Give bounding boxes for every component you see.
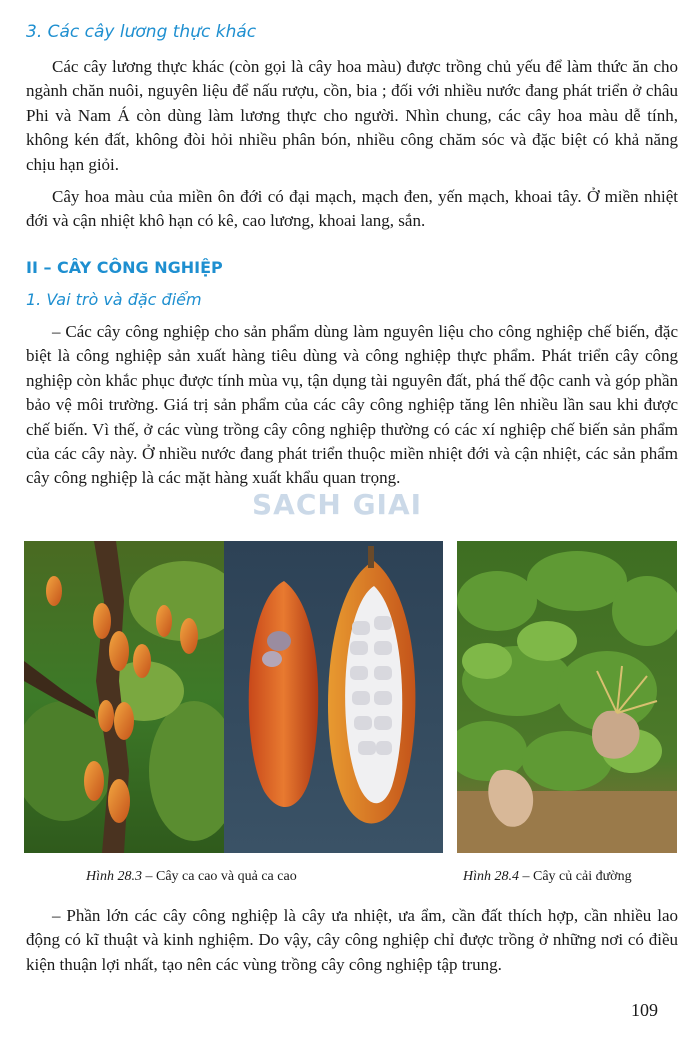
figure-caption-text: – Cây ca cao và quả ca cao	[142, 869, 297, 884]
paragraph-industrial-crops-conditions: – Phần lớn các cây công nghiệp là cây ưa nhiệt, ưa ẩm, cần đất thích hợp, cần nhiều lao động có kĩ thuật và kinh nghiệm. Do vậy, cây công nghiệp chỉ được trồng ở những nơi có điều kiện thuận lợi nhất, tạo nên các vùng trồng cây công nghiệp tập trung.	[26, 906, 678, 974]
figure-caption-sugar-beet	[463, 869, 632, 885]
watermark-logo: SACH GIAI	[252, 488, 423, 521]
cacao-pod-photo	[224, 541, 443, 853]
paragraph-crop-regions: Cây hoa màu của miền ôn đới có đại mạch, mạch đen, yến mạch, khoai tây. Ở miền nhiệt đới và cận nhiệt khô hạn có kê, cao lương, khoai lang, sắn.	[26, 187, 678, 231]
figure-caption-cacao	[86, 869, 297, 885]
paragraph-other-food-crops: Các cây lương thực khác (còn gọi là cây hoa màu) được trồng chủ yếu để làm thức ăn cho ngành chăn nuôi, nguyên liệu để nấu rượu, cồn, bia ; đối với nhiều nước đang phát triển ở châu Phi và Nam Á còn dùng làm lương thực cho người. Nhìn chung, các cây hoa màu dễ tính, không kén đất, không đòi hỏi nhiều phân bón, nhiều công chăm sóc và đặc biệt có khả năng chịu hạn giỏi.	[26, 57, 678, 174]
subsection-heading-3: 3. Các cây lương thực khác	[26, 22, 257, 42]
paragraph-industrial-crops-role: – Các cây công nghiệp cho sản phẩm dùng làm nguyên liệu cho công nghiệp chế biến, đặc biệt là công nghiệp sản xuất hàng tiêu dùng và công nghiệp thực phẩm. Phát triển cây công nghiệp còn khắc phục được tính mùa vụ, tận dụng tài nguyên đất, phá thế độc canh và góp phần bảo vệ môi trường. Giá trị sản phẩm của các cây công nghiệp tăng lên nhiều lần sau khi được chế biến. Vì thế, ở các vùng trồng cây công nghiệp thường có các xí nghiệp chế biến sản phẩm của các cây này. Ở nhiều nước đang phát triển thuộc miền nhiệt đới và cận nhiệt, các sản phẩm cây công nghiệp là các mặt hàng xuất khẩu quan trọng.	[26, 322, 678, 488]
sugar-beet-photo	[457, 541, 677, 853]
cacao-tree-photo	[24, 541, 224, 853]
figure-label-28-4: Hình 28.4	[463, 869, 519, 884]
page-number: 109	[631, 1000, 658, 1020]
subsection-heading-role: 1. Vai trò và đặc điểm	[26, 290, 202, 309]
section-heading-industrial-crops: II – CÂY CÔNG NGHIỆP	[26, 258, 223, 277]
figure-caption-text: – Cây củ cải đường	[519, 869, 632, 884]
figure-label-28-3: Hình 28.3	[86, 869, 142, 884]
